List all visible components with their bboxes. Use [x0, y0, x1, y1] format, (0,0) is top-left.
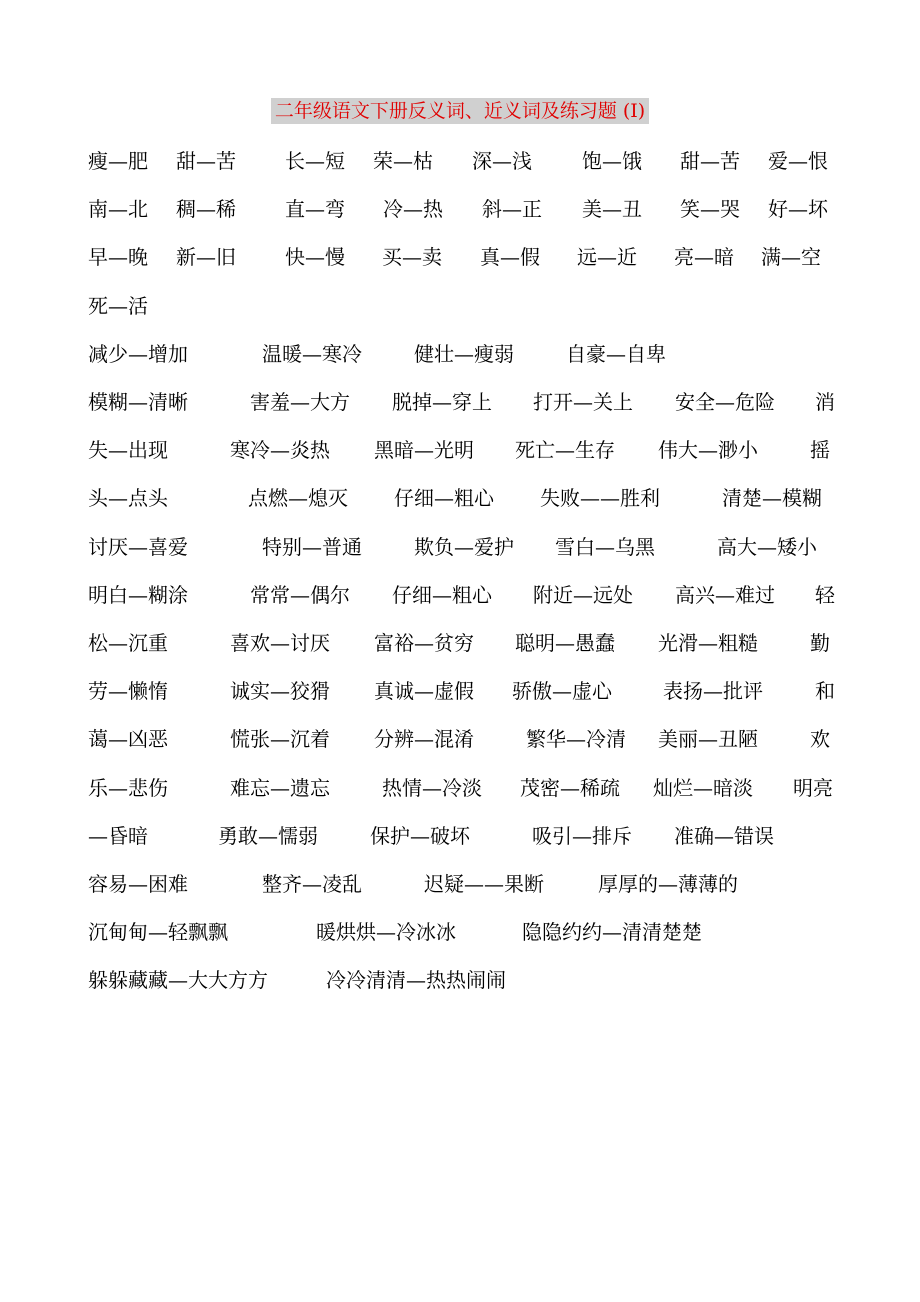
- word-pair: 健壮—瘦弱: [414, 342, 514, 366]
- word-pair: 新—旧: [176, 245, 236, 269]
- word-pair: 早—晚: [88, 245, 148, 269]
- word-pair: 容易—困难: [88, 872, 188, 896]
- word-pair: 暖烘烘—冷冰冰: [316, 920, 456, 944]
- word-pair: 冷冷清清—热热闹闹: [326, 968, 506, 992]
- word-pair: 和: [815, 679, 835, 703]
- word-pair: 深—浅: [472, 149, 532, 173]
- word-pair: 聪明—愚蠢: [515, 631, 615, 655]
- word-pair: 富裕—贫穷: [374, 631, 474, 655]
- word-pair: 温暖—寒冷: [262, 342, 362, 366]
- word-pair: 美—丑: [582, 197, 642, 221]
- page-title: 二年级语文下册反义词、近义词及练习题 (I): [271, 98, 649, 124]
- word-pair: 难忘—遗忘: [230, 776, 330, 800]
- word-pair: 甜—苦: [680, 149, 740, 173]
- word-pair: 沉甸甸—轻飘飘: [88, 920, 228, 944]
- word-pair: 寒冷—炎热: [230, 438, 330, 462]
- word-pair: 高兴—难过: [675, 583, 775, 607]
- word-pair: 厚厚的—薄薄的: [598, 872, 738, 896]
- word-pair: 斜—正: [482, 197, 542, 221]
- word-pair: 亮—暗: [674, 245, 734, 269]
- word-pair: 仔细—粗心: [392, 583, 492, 607]
- word-pair: 吸引—排斥: [532, 824, 632, 848]
- word-pair: 冷—热: [383, 197, 443, 221]
- word-pair: 特别—普通: [262, 535, 362, 559]
- word-pair: 减少—增加: [88, 342, 188, 366]
- word-pair: 明亮: [793, 776, 833, 800]
- word-pair: 自豪—自卑: [566, 342, 666, 366]
- word-pair: 仔细—粗心: [394, 486, 494, 510]
- word-pair: 分辨—混淆: [374, 727, 474, 751]
- word-pair: 荣—枯: [373, 149, 433, 173]
- word-pair: 高大—矮小: [717, 535, 817, 559]
- word-pair: 远—近: [577, 245, 637, 269]
- word-pair: 黑暗—光明: [374, 438, 474, 462]
- word-pair: 死亡—生存: [515, 438, 615, 462]
- title-container: [0, 98, 920, 124]
- word-pair: 直—弯: [285, 197, 345, 221]
- word-pair: 欺负—爱护: [414, 535, 514, 559]
- word-pair: 繁华—冷清: [526, 727, 626, 751]
- word-pair: 躲躲藏藏—大大方方: [88, 968, 268, 992]
- word-pair: 勤: [810, 631, 830, 655]
- word-pair: 欢: [810, 727, 830, 751]
- word-pair: 爱—恨: [768, 149, 828, 173]
- word-pair: 蔼—凶恶: [88, 727, 168, 751]
- word-pair: 头—点头: [88, 486, 168, 510]
- word-pair: 整齐—凌乱: [262, 872, 362, 896]
- word-pair: 满—空: [761, 245, 821, 269]
- word-pair: 慌张—沉着: [230, 727, 330, 751]
- word-pair: 隐隐约约—清清楚楚: [522, 920, 702, 944]
- word-pair: 害羞—大方: [250, 390, 350, 414]
- word-pair: 热情—冷淡: [382, 776, 482, 800]
- word-pair: 勇敢—懦弱: [218, 824, 318, 848]
- word-pair: 模糊—清晰: [88, 390, 188, 414]
- word-pair: 失败——胜利: [540, 486, 660, 510]
- word-pair: 乐—悲伤: [88, 776, 168, 800]
- word-pair: 劳—懒惰: [88, 679, 168, 703]
- word-pair: 附近—远处: [533, 583, 633, 607]
- word-pair: 打开—关上: [533, 390, 633, 414]
- word-pair: 松—沉重: [88, 631, 168, 655]
- word-pair: 饱—饿: [582, 149, 642, 173]
- word-pair: 诚实—狡猾: [230, 679, 330, 703]
- word-pair: 买—卖: [382, 245, 442, 269]
- word-pair: 光滑—粗糙: [658, 631, 758, 655]
- word-pair: 轻: [815, 583, 835, 607]
- word-pair: 灿烂—暗淡: [653, 776, 753, 800]
- word-pair: 死—活: [88, 294, 148, 318]
- word-pair: 快—慢: [285, 245, 345, 269]
- word-pair: 好—坏: [768, 197, 828, 221]
- word-pair: 骄傲—虚心: [512, 679, 612, 703]
- word-pair: 美丽—丑陋: [658, 727, 758, 751]
- word-pair: 稠—稀: [176, 197, 236, 221]
- word-pair: 表扬—批评: [663, 679, 763, 703]
- word-pair: 脱掉—穿上: [392, 390, 492, 414]
- word-pair: 失—出现: [88, 438, 168, 462]
- word-pair: 明白—糊涂: [88, 583, 188, 607]
- word-pair: 摇: [810, 438, 830, 462]
- word-pair: 长—短: [285, 149, 345, 173]
- word-pair: 常常—偶尔: [250, 583, 350, 607]
- word-pair: 南—北: [88, 197, 148, 221]
- word-pair: 讨厌—喜爱: [88, 535, 188, 559]
- word-pair: 真—假: [480, 245, 540, 269]
- word-pair: 甜—苦: [176, 149, 236, 173]
- word-pair: 保护—破坏: [370, 824, 470, 848]
- word-pair: 清楚—模糊: [722, 486, 822, 510]
- word-pair: 安全—危险: [675, 390, 775, 414]
- word-pair: 消: [815, 390, 835, 414]
- word-pair: 瘦—肥: [88, 149, 148, 173]
- word-pair: —昏暗: [88, 824, 148, 848]
- word-pair: 点燃—熄灭: [248, 486, 348, 510]
- word-pair: 真诚—虚假: [374, 679, 474, 703]
- word-pair: 笑—哭: [680, 197, 740, 221]
- word-pair: 伟大—渺小: [658, 438, 758, 462]
- word-pair: 迟疑——果断: [424, 872, 544, 896]
- word-pair: 喜欢—讨厌: [230, 631, 330, 655]
- word-pair: 准确—错误: [674, 824, 774, 848]
- word-pair: 雪白—乌黑: [555, 535, 655, 559]
- word-pair: 茂密—稀疏: [520, 776, 620, 800]
